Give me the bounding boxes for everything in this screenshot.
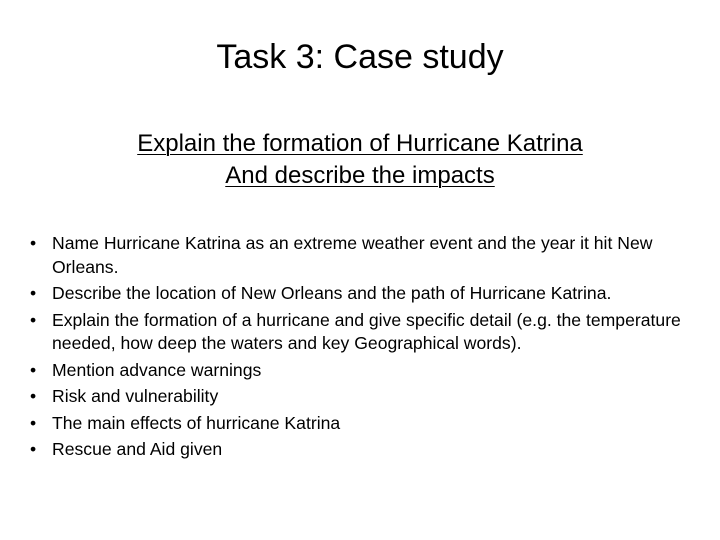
- bullet-icon: •: [30, 439, 37, 459]
- bullet-icon: •: [30, 233, 37, 253]
- subtitle-line-text: Explain the formation of Hurricane Katrina: [137, 130, 583, 157]
- bullet-icon: •: [30, 412, 37, 433]
- bullet-item: [30, 385, 690, 409]
- bullet-icon: •: [30, 283, 37, 303]
- bullet-item: [30, 412, 690, 436]
- bullet-item: [30, 232, 690, 279]
- bullet-icon: •: [30, 309, 37, 330]
- bullet-icon: •: [30, 386, 37, 406]
- bullet-item: [30, 438, 690, 462]
- bullet-text: Mention advance warnings: [52, 359, 262, 380]
- subtitle-line-text: And describe the impacts: [225, 162, 495, 189]
- bullet-text: Rescue and Aid given: [52, 439, 223, 459]
- subtitle-line: [60, 128, 660, 160]
- bullet-list: [30, 232, 690, 465]
- bullet-item: [30, 282, 690, 306]
- slide-subtitle: [60, 128, 660, 192]
- bullet-text: Name Hurricane Katrina as an extreme weather event and the year it hit New Orleans.: [52, 233, 653, 277]
- bullet-item: [30, 359, 690, 383]
- bullet-item: [30, 309, 690, 356]
- bullet-icon: •: [30, 359, 37, 380]
- bullet-text: Describe the location of New Orleans and the path of Hurricane Katrina.: [52, 283, 612, 303]
- bullet-text: Risk and vulnerability: [52, 386, 219, 406]
- bullet-text: The main effects of hurricane Katrina: [52, 412, 341, 433]
- slide-title: Task 3: Case study: [216, 38, 504, 76]
- subtitle-line: [60, 160, 660, 192]
- bullet-text: Explain the formation of a hurricane and give specific detail (e.g. the temperature needed, how deep the waters and key Geographical words).: [52, 309, 681, 353]
